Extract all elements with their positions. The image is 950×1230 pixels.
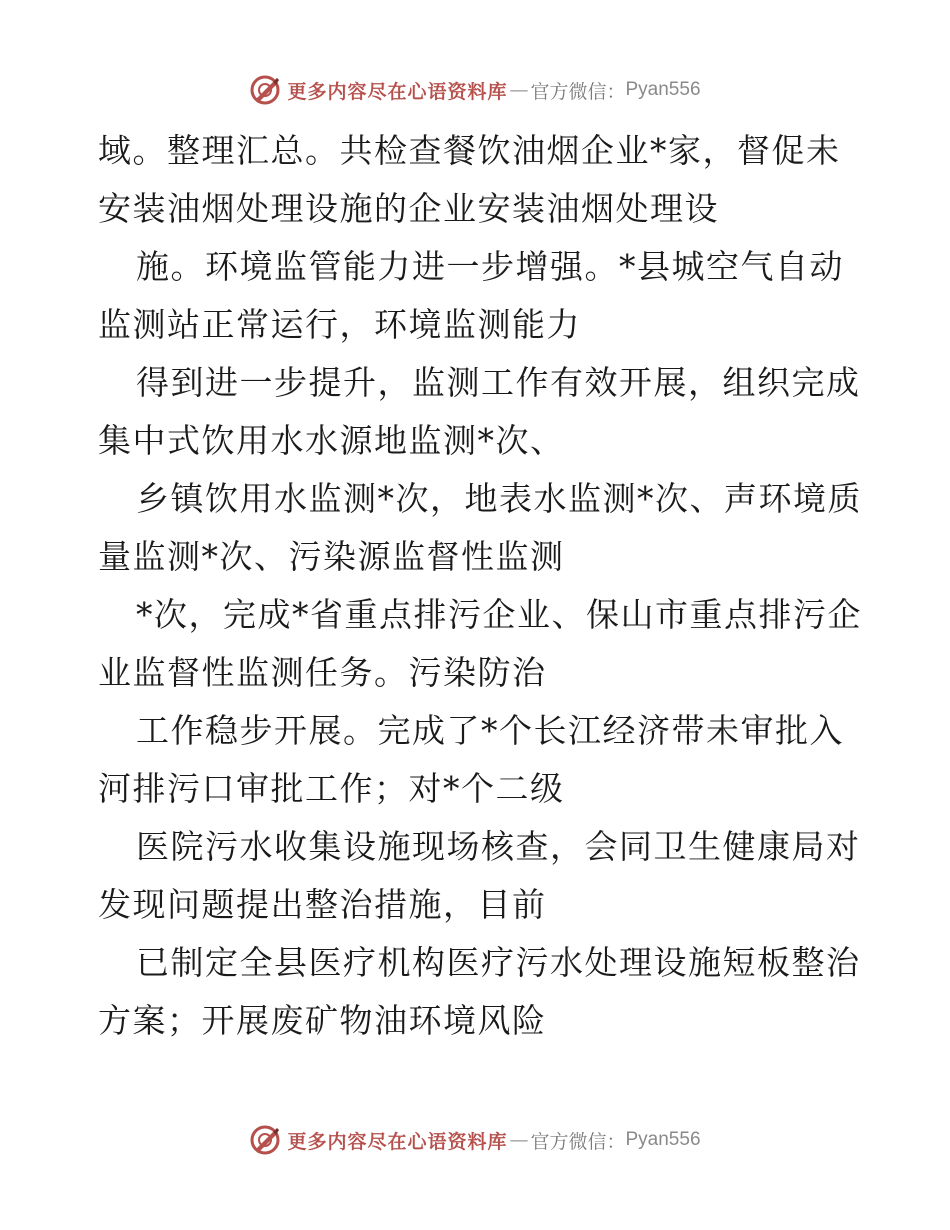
text-line: 量监测*次、污染源监督性监测 bbox=[98, 537, 565, 576]
document-body bbox=[98, 122, 862, 1050]
wechat-label: 官方微信： bbox=[530, 80, 626, 103]
text-line: 发现问题提出整治措施，目前 bbox=[98, 885, 547, 924]
text-line: 得到进一步提升，监测工作有效开展，组织完成 bbox=[136, 363, 861, 402]
banner-separator: — bbox=[509, 1129, 529, 1151]
text-line: 监测站正常运行，环境监测能力 bbox=[98, 305, 581, 344]
text-line: 河排污口审批工作；对*个二级 bbox=[98, 769, 565, 808]
footer-watermark bbox=[0, 1120, 950, 1160]
text-line: 业监督性监测任务。污染防治 bbox=[98, 653, 547, 692]
brand-text: 更多内容尽在心语资料库 bbox=[287, 1130, 508, 1153]
header-watermark bbox=[0, 70, 950, 110]
wechat-id: Pyan556 bbox=[625, 1129, 701, 1150]
text-line: 医院污水收集设施现场核查，会同卫生健康局对 bbox=[136, 827, 861, 866]
text-line: 工作稳步开展。完成了*个长江经济带未审批入 bbox=[136, 711, 844, 750]
banner-separator: — bbox=[509, 79, 529, 101]
text-line: 乡镇饮用水监测*次，地表水监测*次、声环境质 bbox=[136, 479, 862, 518]
text-line: 域。整理汇总。共检查餐饮油烟企业*家，督促未 bbox=[98, 131, 841, 170]
brand-logo-icon bbox=[249, 1124, 281, 1156]
text-line: 安装油烟处理设施的企业安装油烟处理设 bbox=[98, 189, 719, 228]
text-line: 已制定全县医疗机构医疗污水处理设施短板整治 bbox=[136, 943, 861, 982]
text-line: 施。环境监管能力进一步增强。*县城空气自动 bbox=[136, 247, 844, 286]
wechat-label: 官方微信： bbox=[530, 1130, 626, 1153]
text-line: 集中式饮用水水源地监测*次、 bbox=[98, 421, 565, 460]
text-line: *次，完成*省重点排污企业、保山市重点排污企 bbox=[136, 595, 862, 634]
brand-logo-icon bbox=[249, 74, 281, 106]
wechat-id: Pyan556 bbox=[625, 79, 701, 100]
text-line: 方案；开展废矿物油环境风险 bbox=[98, 1001, 547, 1040]
brand-text: 更多内容尽在心语资料库 bbox=[287, 80, 508, 103]
